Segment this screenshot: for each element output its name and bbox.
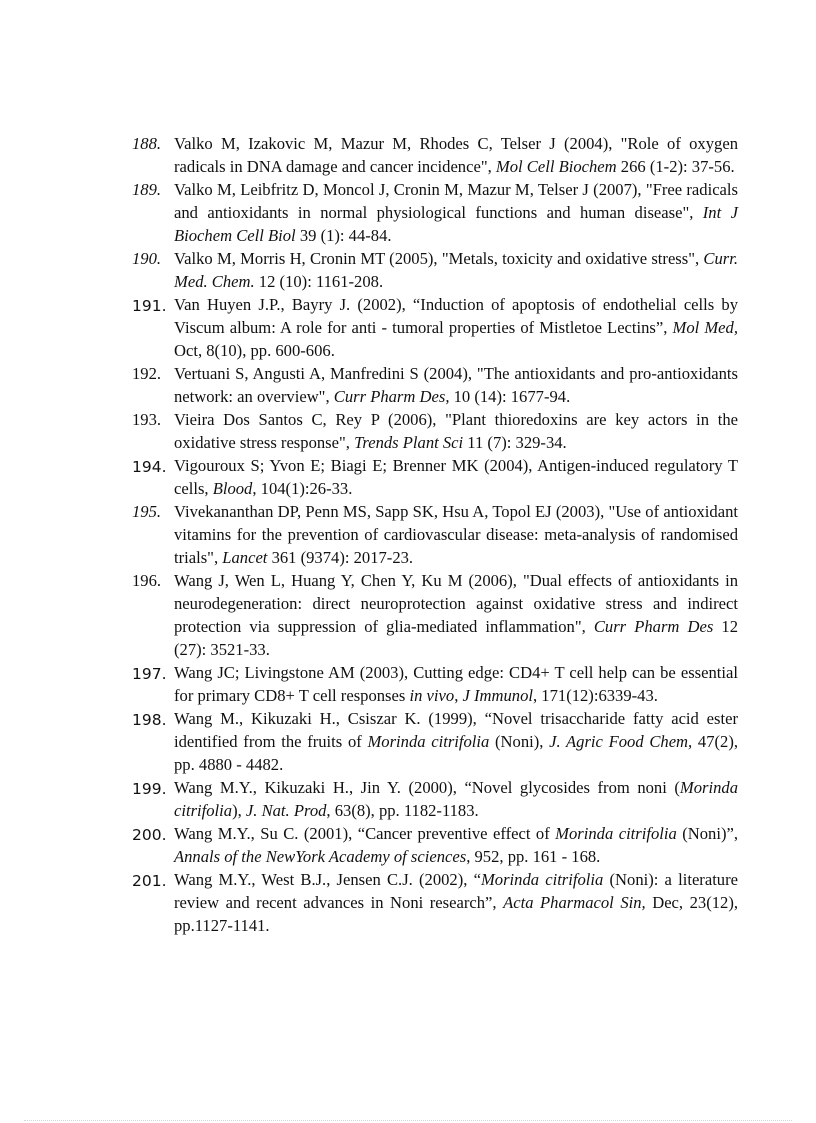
reference-segment: Wang JC; Livingstone AM (2003), Cutting edge: CD4+ T cell help can be essential for primary CD8+ T cell responses <box>174 663 738 705</box>
reference-italic-segment: J. Agric Food Chem, <box>549 732 693 751</box>
reference-italic-segment: J. Nat. Prod <box>245 801 327 820</box>
page-bottom-edge <box>24 1120 792 1121</box>
reference-number: 199. <box>132 780 167 798</box>
reference-segment: Wang M., Kikuzaki H., Csiszar K. (1999), “Novel trisaccharide fatty acid ester identified from the fruits of <box>174 709 738 751</box>
reference-italic-segment: Curr. Med. Chem. <box>174 249 738 291</box>
reference-text <box>174 824 738 866</box>
reference-italic-segment: Acta Pharmacol Sin, <box>503 893 646 912</box>
reference-segment: Valko M, Izakovic M, Mazur M, Rhodes C, Telser J (2004), "Role of oxygen radicals in DNA damage and cancer incidence", <box>174 134 738 176</box>
reference-italic-segment: Morinda citrifolia <box>480 870 604 889</box>
reference-segment: Dec, 23(12), pp.1127-1141. <box>174 893 738 935</box>
reference-entry <box>132 247 738 293</box>
reference-text <box>174 456 738 498</box>
reference-number: 188. <box>132 134 162 153</box>
reference-text <box>174 134 738 176</box>
reference-text <box>174 180 738 245</box>
reference-segment: Vivekananthan DP, Penn MS, Sapp SK, Hsu A, Topol EJ (2003), "Use of antioxidant vitamins for the prevention of cardiovascular disease: meta-analysis of randomised trials", <box>174 502 738 567</box>
reference-entry <box>132 661 738 707</box>
reference-segment: , 63(8), pp. 1182-1183. <box>326 801 479 820</box>
reference-number: 195. <box>132 502 162 521</box>
reference-segment: , <box>454 686 463 705</box>
reference-segment: Wang J, Wen L, Huang Y, Chen Y, Ku M (2006), "Dual effects of antioxidants in neurodegeneration: direct neuroprotection against oxidative stress and indirect protection via suppression of glia-mediated inflammation", <box>174 571 738 636</box>
reference-number: 196. <box>132 571 162 590</box>
reference-segment: (Noni)”, <box>676 824 738 843</box>
reference-segment: Wang M.Y., Su C. (2001), “Cancer preventive effect of <box>174 824 556 843</box>
reference-number: 197. <box>132 665 167 683</box>
reference-segment: , 104(1):26-33. <box>252 479 353 498</box>
reference-segment: Vigouroux S; Yvon E; Biagi E; Brenner MK (2004), Antigen-induced regulatory T cells, <box>174 456 738 498</box>
reference-italic-segment: Morinda citrifolia <box>555 824 677 843</box>
reference-number: 189. <box>132 180 162 199</box>
reference-entry <box>132 868 738 937</box>
reference-entry <box>132 569 738 661</box>
reference-segment: 39 (1): 44-84. <box>295 226 392 245</box>
reference-text <box>174 571 738 659</box>
reference-number: 198. <box>132 711 167 729</box>
reference-italic-segment: Int J Biochem Cell Biol <box>174 203 738 245</box>
reference-segment: 266 (1-2): 37-56. <box>616 157 735 176</box>
reference-italic-segment: Curr Pharm Des <box>593 617 714 636</box>
reference-italic-segment: Morinda citrifolia <box>367 732 490 751</box>
reference-entry <box>132 132 738 178</box>
reference-italic-segment: Blood <box>212 479 253 498</box>
reference-segment: Van Huyen J.P., Bayry J. (2002), “Induction of apoptosis of endothelial cells by Viscum album: A role for anti - tumoral properties of Mistletoe Lectins”, <box>174 295 738 337</box>
reference-entry <box>132 408 738 454</box>
reference-italic-segment: Mol Med, <box>672 318 738 337</box>
reference-segment: Valko M, Morris H, Cronin MT (2005), "Metals, toxicity and oxidative stress", <box>174 249 704 268</box>
reference-entry <box>132 454 738 500</box>
reference-italic-segment: Annals of the NewYork Academy of sciences <box>174 847 467 866</box>
reference-entry <box>132 293 738 362</box>
reference-segment: ), <box>232 801 246 820</box>
reference-entry <box>132 500 738 569</box>
reference-text <box>174 295 738 360</box>
reference-number: 193. <box>132 410 162 429</box>
reference-number: 200. <box>132 826 167 844</box>
reference-segment: , 952, pp. 161 - 168. <box>466 847 601 866</box>
reference-italic-segment: Mol Cell Biochem <box>495 157 617 176</box>
reference-segment: 10 (14): 1677-94. <box>449 387 571 406</box>
reference-segment: 12 (10): 1161-208. <box>254 272 384 291</box>
reference-segment: Vertuani S, Angusti A, Manfredini S (2004), "The antioxidants and pro-antioxidants network: an overview", <box>174 364 738 406</box>
reference-text <box>174 778 738 820</box>
reference-segment: (Noni): a literature review and recent advances in Noni research”, <box>174 870 738 912</box>
reference-italic-segment: Morinda citrifolia <box>174 778 738 820</box>
reference-segment: 47(2), pp. 4880 - 4482. <box>174 732 738 774</box>
reference-number: 190. <box>132 249 162 268</box>
reference-number: 192. <box>132 364 162 383</box>
reference-segment: Wang M.Y., Kikuzaki H., Jin Y. (2000), “Novel glycosides from noni ( <box>174 778 680 797</box>
reference-text <box>174 709 738 774</box>
reference-text <box>174 364 738 406</box>
reference-segment: Oct, 8(10), pp. 600-606. <box>174 341 335 360</box>
reference-number: 201. <box>132 872 167 890</box>
reference-text <box>174 870 738 935</box>
reference-number: 194. <box>132 458 167 476</box>
reference-segment: 11 (7): 329-34. <box>463 433 567 452</box>
reference-text <box>174 663 738 705</box>
reference-entry <box>132 362 738 408</box>
reference-segment: , 171(12):6339-43. <box>533 686 658 705</box>
reference-segment: 361 (9374): 2017-23. <box>267 548 414 567</box>
reference-segment: 12 (27): 3521-33. <box>174 617 739 659</box>
reference-italic-segment: Curr Pharm Des, <box>333 387 450 406</box>
reference-entry <box>132 822 738 868</box>
reference-segment: Vieira Dos Santos C, Rey P (2006), "Plant thioredoxins are key actors in the oxidative stress response", <box>174 410 738 452</box>
reference-italic-segment: Trends Plant Sci <box>354 433 464 452</box>
reference-italic-segment: in vivo <box>409 686 455 705</box>
reference-segment: Wang M.Y., West B.J., Jensen C.J. (2002), “ <box>174 870 481 889</box>
reference-italic-segment: Lancet <box>222 548 268 567</box>
reference-list <box>132 132 738 937</box>
reference-text <box>174 502 738 567</box>
reference-entry <box>132 178 738 247</box>
reference-text <box>174 410 738 452</box>
reference-segment: (Noni), <box>489 732 550 751</box>
reference-italic-segment: J Immunol <box>462 686 533 705</box>
reference-entry <box>132 776 738 822</box>
reference-segment: Valko M, Leibfritz D, Moncol J, Cronin M, Mazur M, Telser J (2007), "Free radicals and antioxidants in normal physiological functions and human disease", <box>174 180 738 222</box>
reference-number: 191. <box>132 297 167 315</box>
reference-entry <box>132 707 738 776</box>
reference-text <box>174 249 738 291</box>
